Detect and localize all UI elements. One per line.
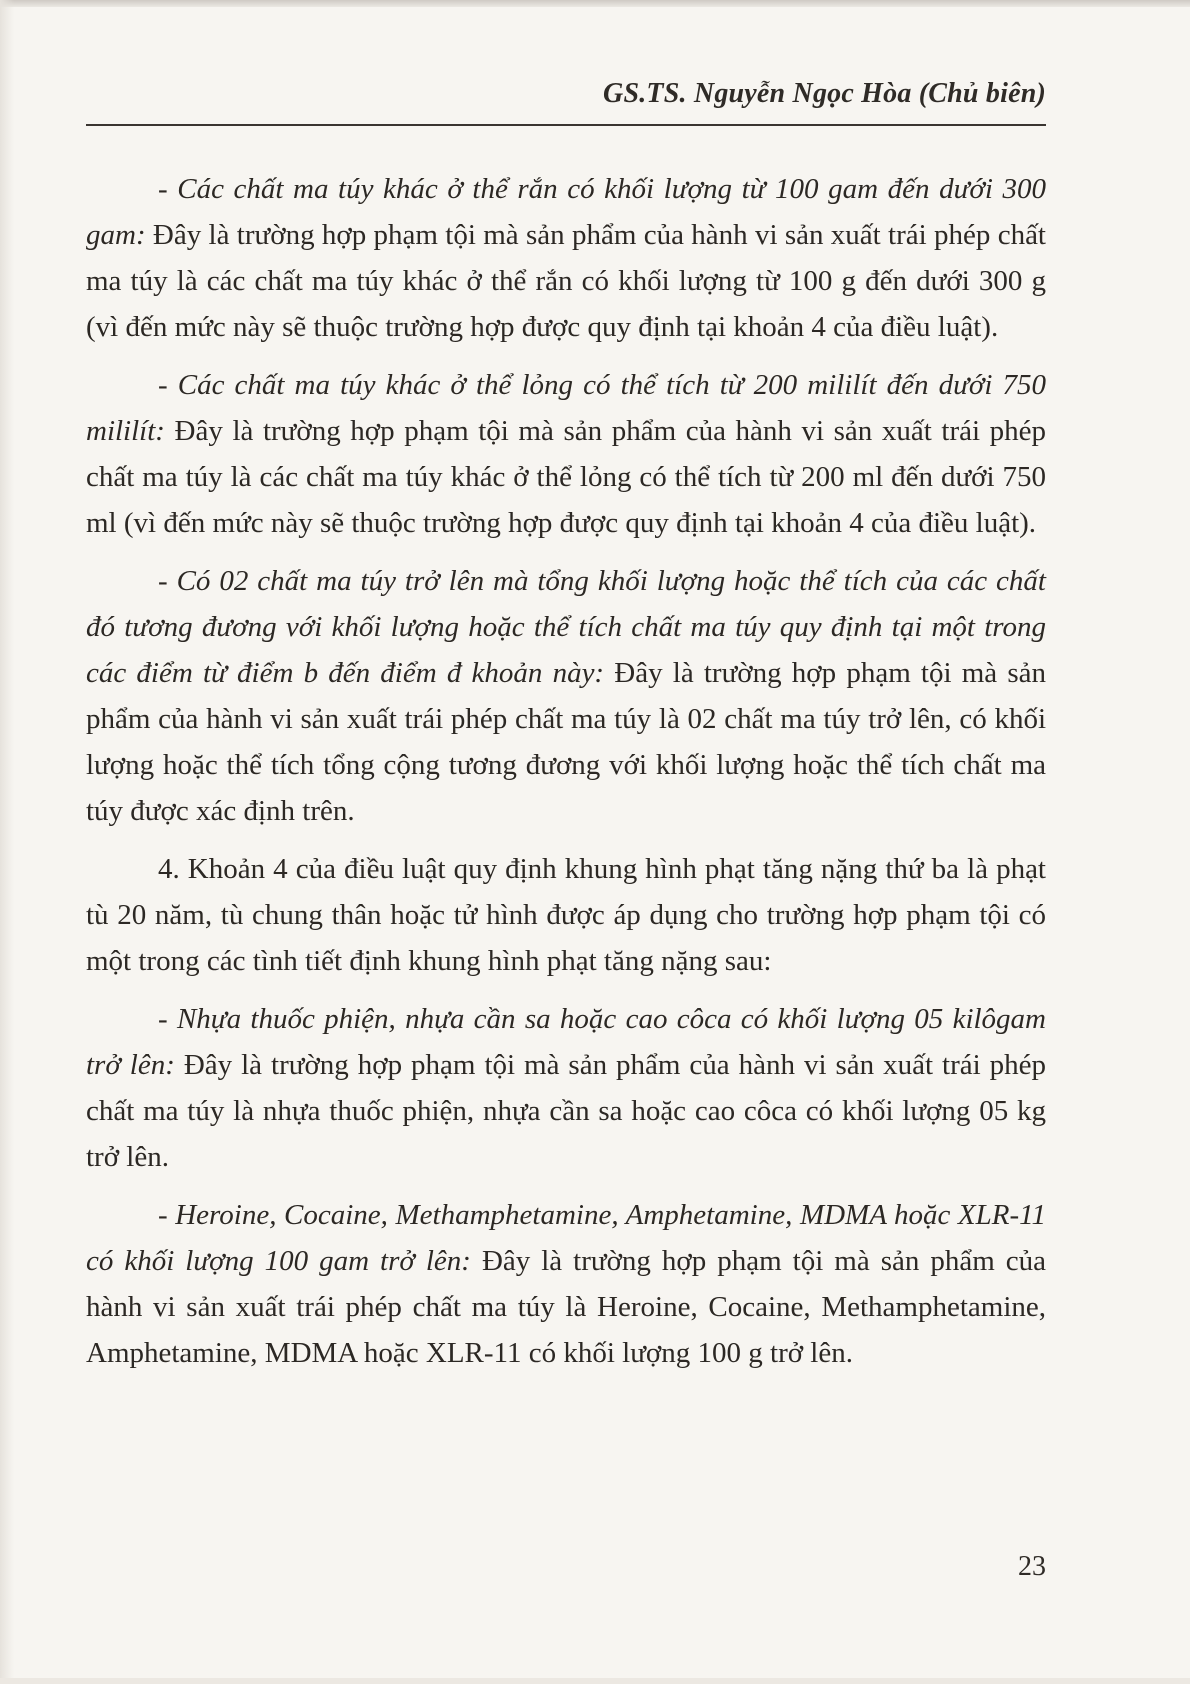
paragraph-body: 4. Khoản 4 của điều luật quy định khung hình phạt tăng nặng thứ ba là phạt tù 20 năm, tù chung thân hoặc tử hình được áp dụng cho trường hợp phạm tội có một trong các tình tiết định khung hình phạt tăng nặng sau:	[86, 853, 1046, 977]
paragraph-lead: - Các chất ma túy khác ở thể lỏng có thể tích từ 200 mililít đến dưới 750 mililít:	[86, 369, 1046, 447]
running-header-title: GS.TS. Nguyễn Ngọc Hòa (Chủ biên)	[603, 78, 1046, 109]
paragraph-body: Đây là trường hợp phạm tội mà sản phẩm của hành vi sản xuất trái phép chất ma túy là Heroine, Cocaine, Methamphetamine, Amphetamine, MDMA hoặc XLR-11 có khối lượng 100 g trở lên.	[86, 1245, 1047, 1369]
paragraph-lead: - Có 02 chất ma túy trở lên mà tổng khối lượng hoặc thể tích của các chất đó tương đương với khối lượng hoặc thể tích chất ma túy quy định tại một trong các điểm từ điểm b đến điểm đ khoản này:	[86, 565, 1046, 689]
paragraph-opium-cannabis-resin	[86, 996, 1046, 1180]
paragraph-lead: - Heroine, Cocaine, Methamphetamine, Amphetamine, MDMA hoặc XLR-11 có khối lượng 100 gam trở lên:	[86, 1199, 1046, 1277]
paragraph-body: Đây là trường hợp phạm tội mà sản phẩm của hành vi sản xuất trái phép chất ma túy là các chất ma túy khác ở thể lỏng có thể tích từ 200 ml đến dưới 750 ml (vì đến mức này sẽ thuộc trường hợp được quy định tại khoản 4 của điều luật).	[86, 415, 1046, 539]
paragraph-two-or-more-drugs	[86, 558, 1046, 834]
paragraph-solid-other-drugs	[86, 166, 1046, 350]
paragraph-lead: - Các chất ma túy khác ở thể rắn có khối lượng từ 100 gam đến dưới 300 gam:	[86, 173, 1046, 251]
paragraph-lead: - Nhựa thuốc phiện, nhựa cần sa hoặc cao côca có khối lượng 05 kilôgam trở lên:	[86, 1003, 1046, 1081]
page-binding-shadow	[0, 0, 14, 1684]
page-top-edge	[0, 0, 1190, 7]
page-number: 23	[1018, 1551, 1046, 1582]
paragraph-clause-4	[86, 846, 1046, 984]
page-body	[86, 166, 1046, 1388]
paragraph-body: Đây là trường hợp phạm tội mà sản phẩm của hành vi sản xuất trái phép chất ma túy là 02 chất ma túy trở lên, có khối lượng hoặc thể tích tổng cộng tương đương với khối lượng hoặc thể tích chất ma túy được xác định trên.	[86, 657, 1046, 827]
paragraph-body: Đây là trường hợp phạm tội mà sản phẩm của hành vi sản xuất trái phép chất ma túy là các chất ma túy khác ở thể rắn có khối lượng từ 100 g đến dưới 300 g (vì đến mức này sẽ thuộc trường hợp được quy định tại khoản 4 của điều luật).	[86, 219, 1046, 343]
paragraph-liquid-other-drugs	[86, 362, 1046, 546]
paragraph-body: Đây là trường hợp phạm tội mà sản phẩm của hành vi sản xuất trái phép chất ma túy là nhựa thuốc phiện, nhựa cần sa hoặc cao côca có khối lượng 05 kg trở lên.	[86, 1049, 1046, 1173]
page-bottom-edge	[0, 1678, 1190, 1684]
running-header	[86, 78, 1046, 124]
paragraph-heroine-cocaine	[86, 1192, 1046, 1376]
header-rule	[86, 124, 1046, 126]
